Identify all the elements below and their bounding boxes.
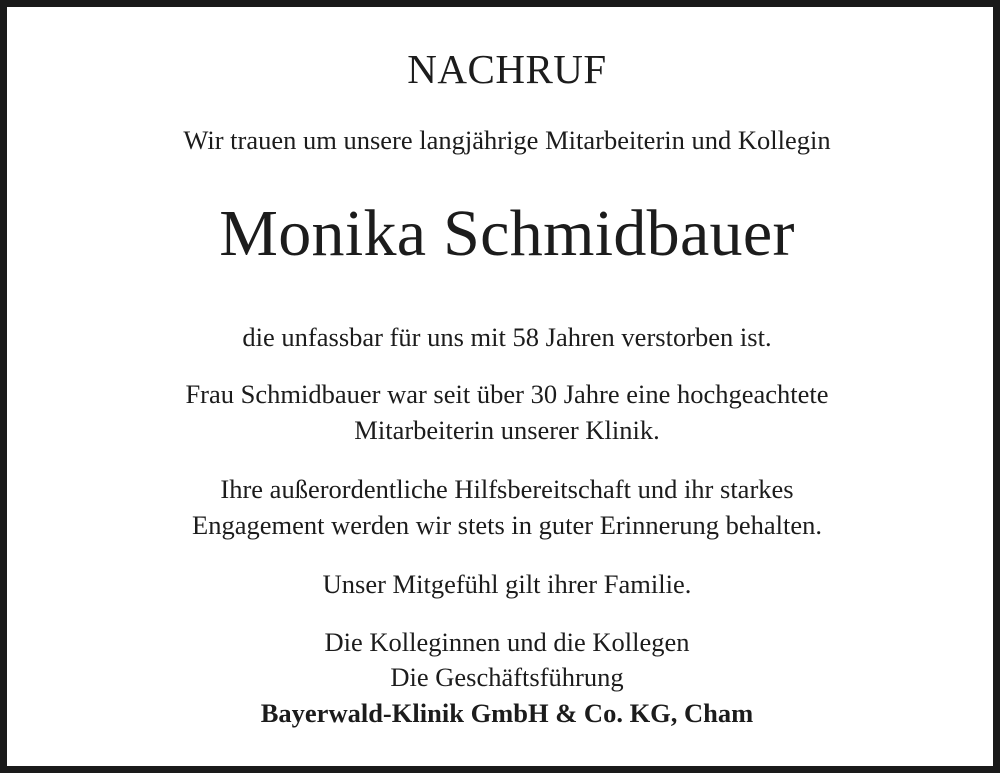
paragraph-tenure-line-1: Frau Schmidbauer war seit über 30 Jahre eine hochgeachtete [185,379,829,409]
paragraph-age: die unfassbar für uns mit 58 Jahren verstorben ist. [242,322,772,352]
obituary-notice [14,14,1000,773]
company-name: Bayerwald-Klinik GmbH & Co. KG, Cham [260,698,754,728]
paragraph-tribute-line-2: Engagement werden wir stets in guter Erinnerung behalten. [192,510,822,540]
signature-management: Die Geschäftsführung [390,662,624,692]
paragraph-tribute-line-1: Ihre außerordentliche Hilfsbereitschaft und ihr starkes [220,474,794,504]
paragraph-tenure-line-2: Mitarbeiterin unserer Klinik. [354,415,660,445]
intro-line: Wir trauen um unsere langjährige Mitarbeiterin und Kollegin [183,125,831,155]
paragraph-condolence: Unser Mitgefühl gilt ihrer Familie. [322,569,692,599]
deceased-name: Monika Schmidbauer [219,197,795,270]
notice-heading: NACHRUF [407,46,607,92]
signature-colleagues: Die Kolleginnen und die Kollegen [324,627,690,657]
